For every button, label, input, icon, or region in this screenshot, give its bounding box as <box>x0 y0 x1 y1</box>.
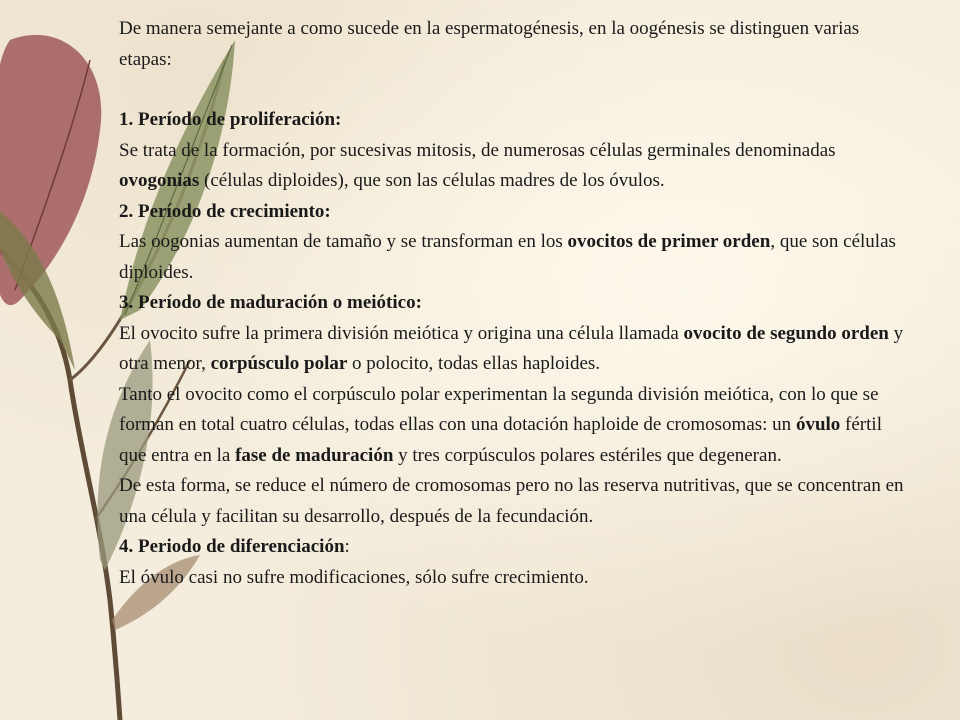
section-text-maturation-3: De esta forma, se reduce el número de cromosomas pero no las reserva nutritivas, que se concentran en una célula y facilitan su desarrollo, después de la fecundación. <box>119 475 904 527</box>
term-fase-maduracion: fase de maduración <box>235 444 394 466</box>
term-ovulo: óvulo <box>795 414 841 435</box>
section-heading-growth: 2. Período de crecimiento: <box>119 200 331 222</box>
intro-paragraph: De manera semejante a como sucede en la espermatogénesis, en la oogénesis se distinguen varias etapas: <box>119 18 860 70</box>
section-heading-maturation: 3. Período de maduración o meiótico: <box>119 292 422 313</box>
section-text-maturation-1: El ovocito sufre la primera división meiótica y origina una célula llamada ovocito de segundo orden y otra menor, corpúsculo polar o polocito, todas ellas haploides. <box>119 322 904 374</box>
section-text-growth: Las oogonias aumentan de tamaño y se transforman en los ovocitos de primer orden, que son células diploides. <box>119 231 896 283</box>
term-ovogonias: ovogonias <box>119 170 200 191</box>
section-heading-differentiation: 4. Periodo de diferenciación: <box>119 536 350 557</box>
term-corpusculo-polar: corpúsculo polar <box>210 353 348 374</box>
section-text-maturation-2: Tanto el ovocito como el corpúsculo polar experimentan la segunda división meiótica, con lo que se forman en total cuatro células, todas ellas con una dotación haploide de cromosomas: un óvulo fértil que entra en la fase de maduración y tres corpúsculos polares estériles que degeneran. <box>119 383 892 466</box>
section-text-proliferation: Se trata de la formación, por sucesivas mitosis, de numerosas células germinales denominadas ovogonias (células diploides), que son las células madres de los óvulos. <box>119 139 836 191</box>
term-ovocito-segundo-orden: ovocito de segundo orden <box>683 322 889 344</box>
term-ovocitos-primer-orden: ovocitos de primer orden <box>567 231 771 252</box>
section-heading-proliferation: 1. Período de proliferación: <box>119 109 342 130</box>
document-body <box>119 14 909 593</box>
section-text-differentiation: El óvulo casi no sufre modificaciones, sólo sufre crecimiento. <box>119 566 589 588</box>
